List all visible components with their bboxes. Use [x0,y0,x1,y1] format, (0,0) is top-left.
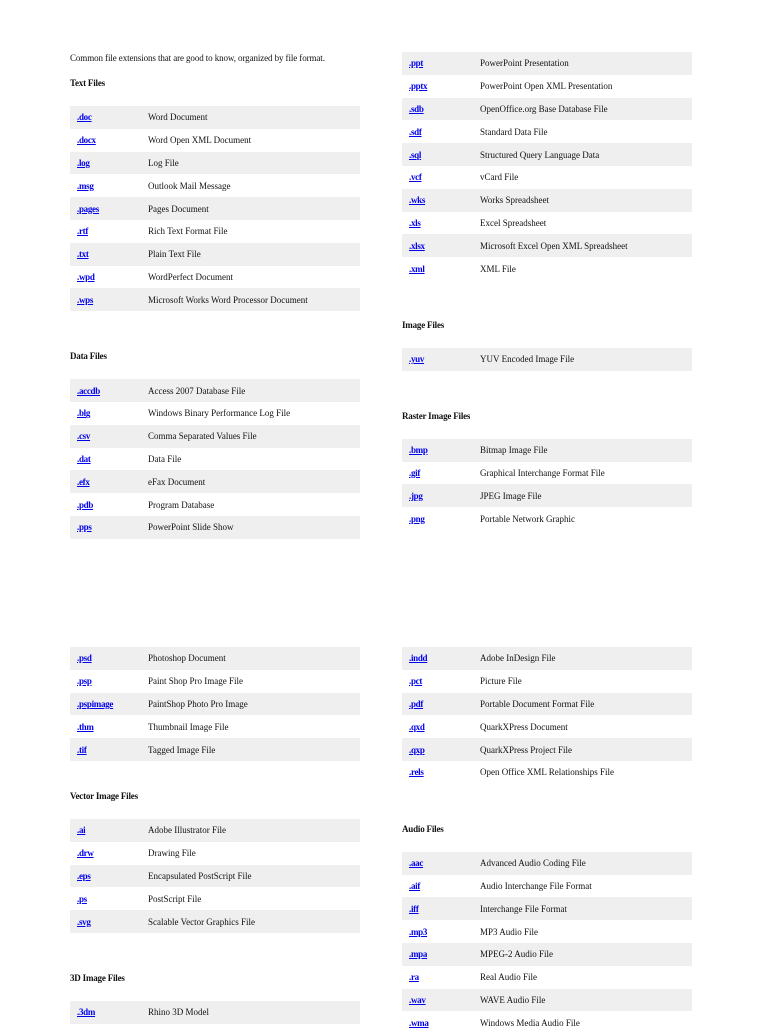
description-cell: Microsoft Works Word Processor Document [141,288,360,311]
table-row [402,670,692,693]
extension-link[interactable]: .thm [77,721,94,732]
table-row [70,842,360,865]
description-cell: Picture File [480,676,522,687]
description-cell: Pages Document [141,197,360,220]
extension-cell [402,647,473,670]
extension-link[interactable]: .psp [77,676,92,687]
extension-cell [70,402,141,425]
description-cell: Bitmap Image File [473,439,692,462]
page2-left-column [70,647,360,1024]
extension-link[interactable]: .doc [77,112,92,123]
extension-cell [402,715,473,738]
section-heading-audio-files: Audio Files [402,823,444,834]
section-heading-data-files: Data Files [70,351,107,362]
table-row [70,106,360,129]
extension-cell [70,448,141,471]
description-cell: Structured Query Language Data [473,143,692,166]
table-row [402,693,692,716]
extension-cell [402,920,473,943]
extension-link[interactable]: .rels [409,767,424,778]
intro-text: Common file extensions that are good to know, organized by file format. [70,53,325,63]
extension-cell [70,106,141,129]
extension-cell [70,693,141,716]
extension-cell [402,897,473,920]
extension-link[interactable]: .drw [77,848,94,859]
table-row [70,1001,360,1024]
description-cell: MPEG-2 Audio File [473,943,692,966]
description-cell: Works Spreadsheet [473,189,692,212]
description-cell: Real Audio File [480,972,537,983]
description-cell: YUV Encoded Image File [473,348,692,371]
table-row [402,52,692,75]
table-row [70,448,360,471]
description-cell: PowerPoint Presentation [473,52,692,75]
table-row [70,220,360,243]
table-row [70,152,360,175]
table-page-layout-files-continued [402,647,692,784]
extension-link[interactable]: .csv [77,431,91,442]
table-row [402,75,692,98]
extension-cell [402,507,473,530]
extension-cell [70,670,141,693]
extension-cell [402,212,473,235]
table-data-files [70,379,360,539]
table-text-files [70,106,360,311]
extension-cell [402,484,473,507]
extension-cell [70,174,141,197]
extension-cell [402,761,473,784]
table-row [402,966,692,989]
table-row [402,507,692,530]
table-row [402,462,692,485]
extension-cell [70,379,141,402]
extension-cell [402,120,473,143]
extension-cell [70,470,141,493]
table-row [402,143,692,166]
table-row [70,647,360,670]
table-row [402,189,692,212]
extension-cell [70,738,141,761]
extension-link[interactable]: .gif [409,467,421,478]
extension-link[interactable]: .qxp [409,744,425,755]
extension-cell [70,129,141,152]
extension-cell [402,943,473,966]
extension-cell [402,989,473,1012]
table-row [70,243,360,266]
table-row [402,875,692,898]
table-row [70,715,360,738]
description-cell: Outlook Mail Message [148,180,231,191]
table-row [70,887,360,910]
extension-link[interactable]: .png [409,513,425,524]
extension-cell [402,98,473,121]
table-row [70,129,360,152]
table-row [402,166,692,189]
section-heading-image-files: Image Files [402,319,445,330]
extension-cell [70,910,141,933]
description-cell: Thumbnail Image File [148,721,229,732]
table-row [70,516,360,539]
extension-cell [402,875,473,898]
extension-link[interactable]: .pages [77,203,99,214]
extension-cell [70,647,141,670]
extension-cell [402,693,473,716]
extension-link[interactable]: .aif [409,880,421,891]
table-row [402,98,692,121]
description-cell: Rhino 3D Model [141,1001,360,1024]
extension-cell [70,865,141,888]
extension-cell [70,842,141,865]
extension-cell [402,257,473,280]
description-cell: Word Open XML Document [148,135,252,146]
extension-link[interactable]: .xml [409,263,425,274]
section-heading-text-files: Text Files [70,78,105,88]
table-raster-image-files-continued [70,647,360,761]
description-cell: QuarkXPress Document [480,721,568,732]
description-cell: JPEG Image File [473,484,692,507]
extension-cell [402,462,473,485]
extension-cell [402,852,473,875]
description-cell: Data File [148,453,182,464]
description-cell: PaintShop Photo Pro Image [141,693,360,716]
table-row [70,865,360,888]
extension-link[interactable]: .aac [409,858,424,869]
description-cell: Advanced Audio Coding File [473,852,692,875]
table-row [70,174,360,197]
extension-cell [70,425,141,448]
extension-link[interactable]: .svg [77,916,91,927]
extension-cell [402,439,473,462]
extension-link[interactable]: .pdf [409,698,424,709]
table-row [402,738,692,761]
table-row [70,910,360,933]
extension-cell [402,966,473,989]
description-cell: PowerPoint Slide Show [141,516,360,539]
page1-left-column [70,53,360,539]
extension-link[interactable]: .jpg [409,490,423,501]
description-cell: Microsoft Excel Open XML Spreadsheet [473,234,692,257]
table-row [70,693,360,716]
description-cell: Graphical Interchange Format File [480,467,605,478]
extension-link[interactable]: .yuv [409,354,425,365]
description-cell: Interchange File Format [473,897,692,920]
extension-link[interactable]: .sdb [409,103,424,114]
extension-link[interactable]: .psd [77,653,92,664]
table-row [402,761,692,784]
description-cell: Adobe Illustrator File [141,819,360,842]
table-row [402,257,692,280]
description-cell: PostScript File [148,893,202,904]
extension-link[interactable]: .ppt [409,58,424,69]
table-image-files [402,348,692,371]
extension-link[interactable]: .efx [77,476,90,487]
table-row [402,897,692,920]
extension-link[interactable]: .indd [409,653,428,664]
extension-link[interactable]: .tif [77,744,87,755]
description-cell: eFax Document [141,470,360,493]
description-cell: Excel Spreadsheet [480,217,547,228]
table-row [402,920,692,943]
extension-cell [70,887,141,910]
extension-link[interactable]: .txt [77,249,89,260]
extension-link[interactable]: .mp3 [409,926,428,937]
description-cell: Comma Separated Values File [141,425,360,448]
table-row [402,852,692,875]
extension-link[interactable]: .pps [77,522,92,533]
table-row [70,819,360,842]
page1-right-column [402,52,692,530]
description-cell: Encapsulated PostScript File [141,865,360,888]
table-row [402,1011,692,1034]
table-row [70,493,360,516]
extension-cell [402,670,473,693]
description-cell: Log File [141,152,360,175]
extension-link[interactable]: .pptx [409,81,428,92]
table-row [402,212,692,235]
extension-link[interactable]: .wav [409,994,426,1005]
extension-link[interactable]: .pspimage [77,698,114,709]
description-cell: Audio Interchange File Format [480,880,592,891]
extension-cell [70,819,141,842]
table-vector-image-files [70,819,360,933]
table-row [70,425,360,448]
description-cell: Rich Text Format File [148,226,228,237]
table-row [402,484,692,507]
extension-link[interactable]: .rtf [77,226,89,237]
extension-cell [402,166,473,189]
table-row [402,120,692,143]
extension-cell [70,516,141,539]
extension-link[interactable]: .3dm [77,1007,96,1018]
extension-cell [70,243,141,266]
extension-link[interactable]: .dat [77,453,91,464]
description-cell: WAVE Audio File [473,989,692,1012]
extension-cell [402,189,473,212]
extension-link[interactable]: .accdb [77,385,100,396]
page2-right-column [402,647,692,1034]
section-heading-raster-image-files: Raster Image Files [402,410,471,421]
table-row [402,348,692,371]
extension-cell [70,220,141,243]
extension-cell [402,143,473,166]
extension-cell [402,1011,473,1034]
extension-cell [70,197,141,220]
extension-link[interactable]: .ps [77,893,87,904]
extension-cell [402,52,473,75]
extension-cell [70,1001,141,1024]
description-cell: XML File [480,263,516,274]
extension-link[interactable]: .msg [77,180,94,191]
description-cell: Standard Data File [480,126,548,137]
extension-link[interactable]: .wma [409,1017,429,1028]
table-row [402,234,692,257]
description-cell: Word Document [141,106,360,129]
extension-cell [70,493,141,516]
description-cell: Drawing File [148,848,196,859]
table-row [70,670,360,693]
extension-link[interactable]: .log [77,157,90,168]
description-cell: Adobe InDesign File [473,647,692,670]
extension-link[interactable]: .pct [409,676,423,687]
table-raster-image-files [402,439,692,530]
description-cell: Photoshop Document [141,647,360,670]
extension-link[interactable]: .sql [409,149,422,160]
description-cell: Tagged Image File [141,738,360,761]
extension-cell [402,348,473,371]
description-cell: Portable Network Graphic [480,513,575,524]
table-row [70,288,360,311]
description-cell: Plain Text File [141,243,360,266]
table-row [70,402,360,425]
extension-link[interactable]: .xlsx [409,240,425,251]
description-cell: Paint Shop Pro Image File [148,676,243,687]
table-row [70,738,360,761]
extension-link[interactable]: .wks [409,195,426,206]
table-3d-image-files [70,1001,360,1024]
table-row [70,379,360,402]
description-cell: Open Office XML Relationships File [480,767,614,778]
section-heading-vector-image-files: Vector Image Files [70,790,138,801]
table-data-files-continued [402,52,692,280]
extension-link[interactable]: .pdb [77,499,94,510]
description-cell: PowerPoint Open XML Presentation [480,81,613,92]
description-cell: OpenOffice.org Base Database File [473,98,692,121]
description-cell: Windows Media Audio File [480,1017,580,1028]
description-cell: WordPerfect Document [148,271,233,282]
extension-link[interactable]: .docx [77,135,96,146]
extension-link[interactable]: .blg [77,408,91,419]
extension-link[interactable]: .wpd [77,271,95,282]
table-row [402,647,692,670]
extension-link[interactable]: .bmp [409,445,428,456]
table-row [70,266,360,289]
extension-cell [70,152,141,175]
table-row [402,943,692,966]
table-row [402,715,692,738]
table-row [402,439,692,462]
extension-cell [70,715,141,738]
table-row [70,470,360,493]
extension-link[interactable]: .sdf [409,126,422,137]
description-cell: Portable Document Format File [473,693,692,716]
extension-cell [70,266,141,289]
extension-link[interactable]: .wps [77,294,94,305]
extension-link[interactable]: .qxd [409,721,425,732]
extension-link[interactable]: .ra [409,972,419,983]
extension-cell [402,738,473,761]
extension-cell [402,75,473,98]
description-cell: Access 2007 Database File [141,379,360,402]
table-row [70,197,360,220]
description-cell: Scalable Vector Graphics File [141,910,360,933]
extension-link[interactable]: .ai [77,825,86,836]
section-heading-3d-image-files: 3D Image Files [70,972,125,983]
description-cell: QuarkXPress Project File [473,738,692,761]
description-cell: Program Database [148,499,215,510]
extension-link[interactable]: .vcf [409,172,422,183]
description-cell: Windows Binary Performance Log File [148,408,291,419]
extension-cell [70,288,141,311]
extension-cell [402,234,473,257]
extension-link[interactable]: .xls [409,217,421,228]
description-cell: MP3 Audio File [480,926,539,937]
table-row [402,989,692,1012]
extension-link[interactable]: .iff [409,903,419,914]
extension-link[interactable]: .eps [77,870,91,881]
table-audio-files [402,852,692,1034]
description-cell: vCard File [480,172,519,183]
extension-link[interactable]: .mpa [409,949,428,960]
